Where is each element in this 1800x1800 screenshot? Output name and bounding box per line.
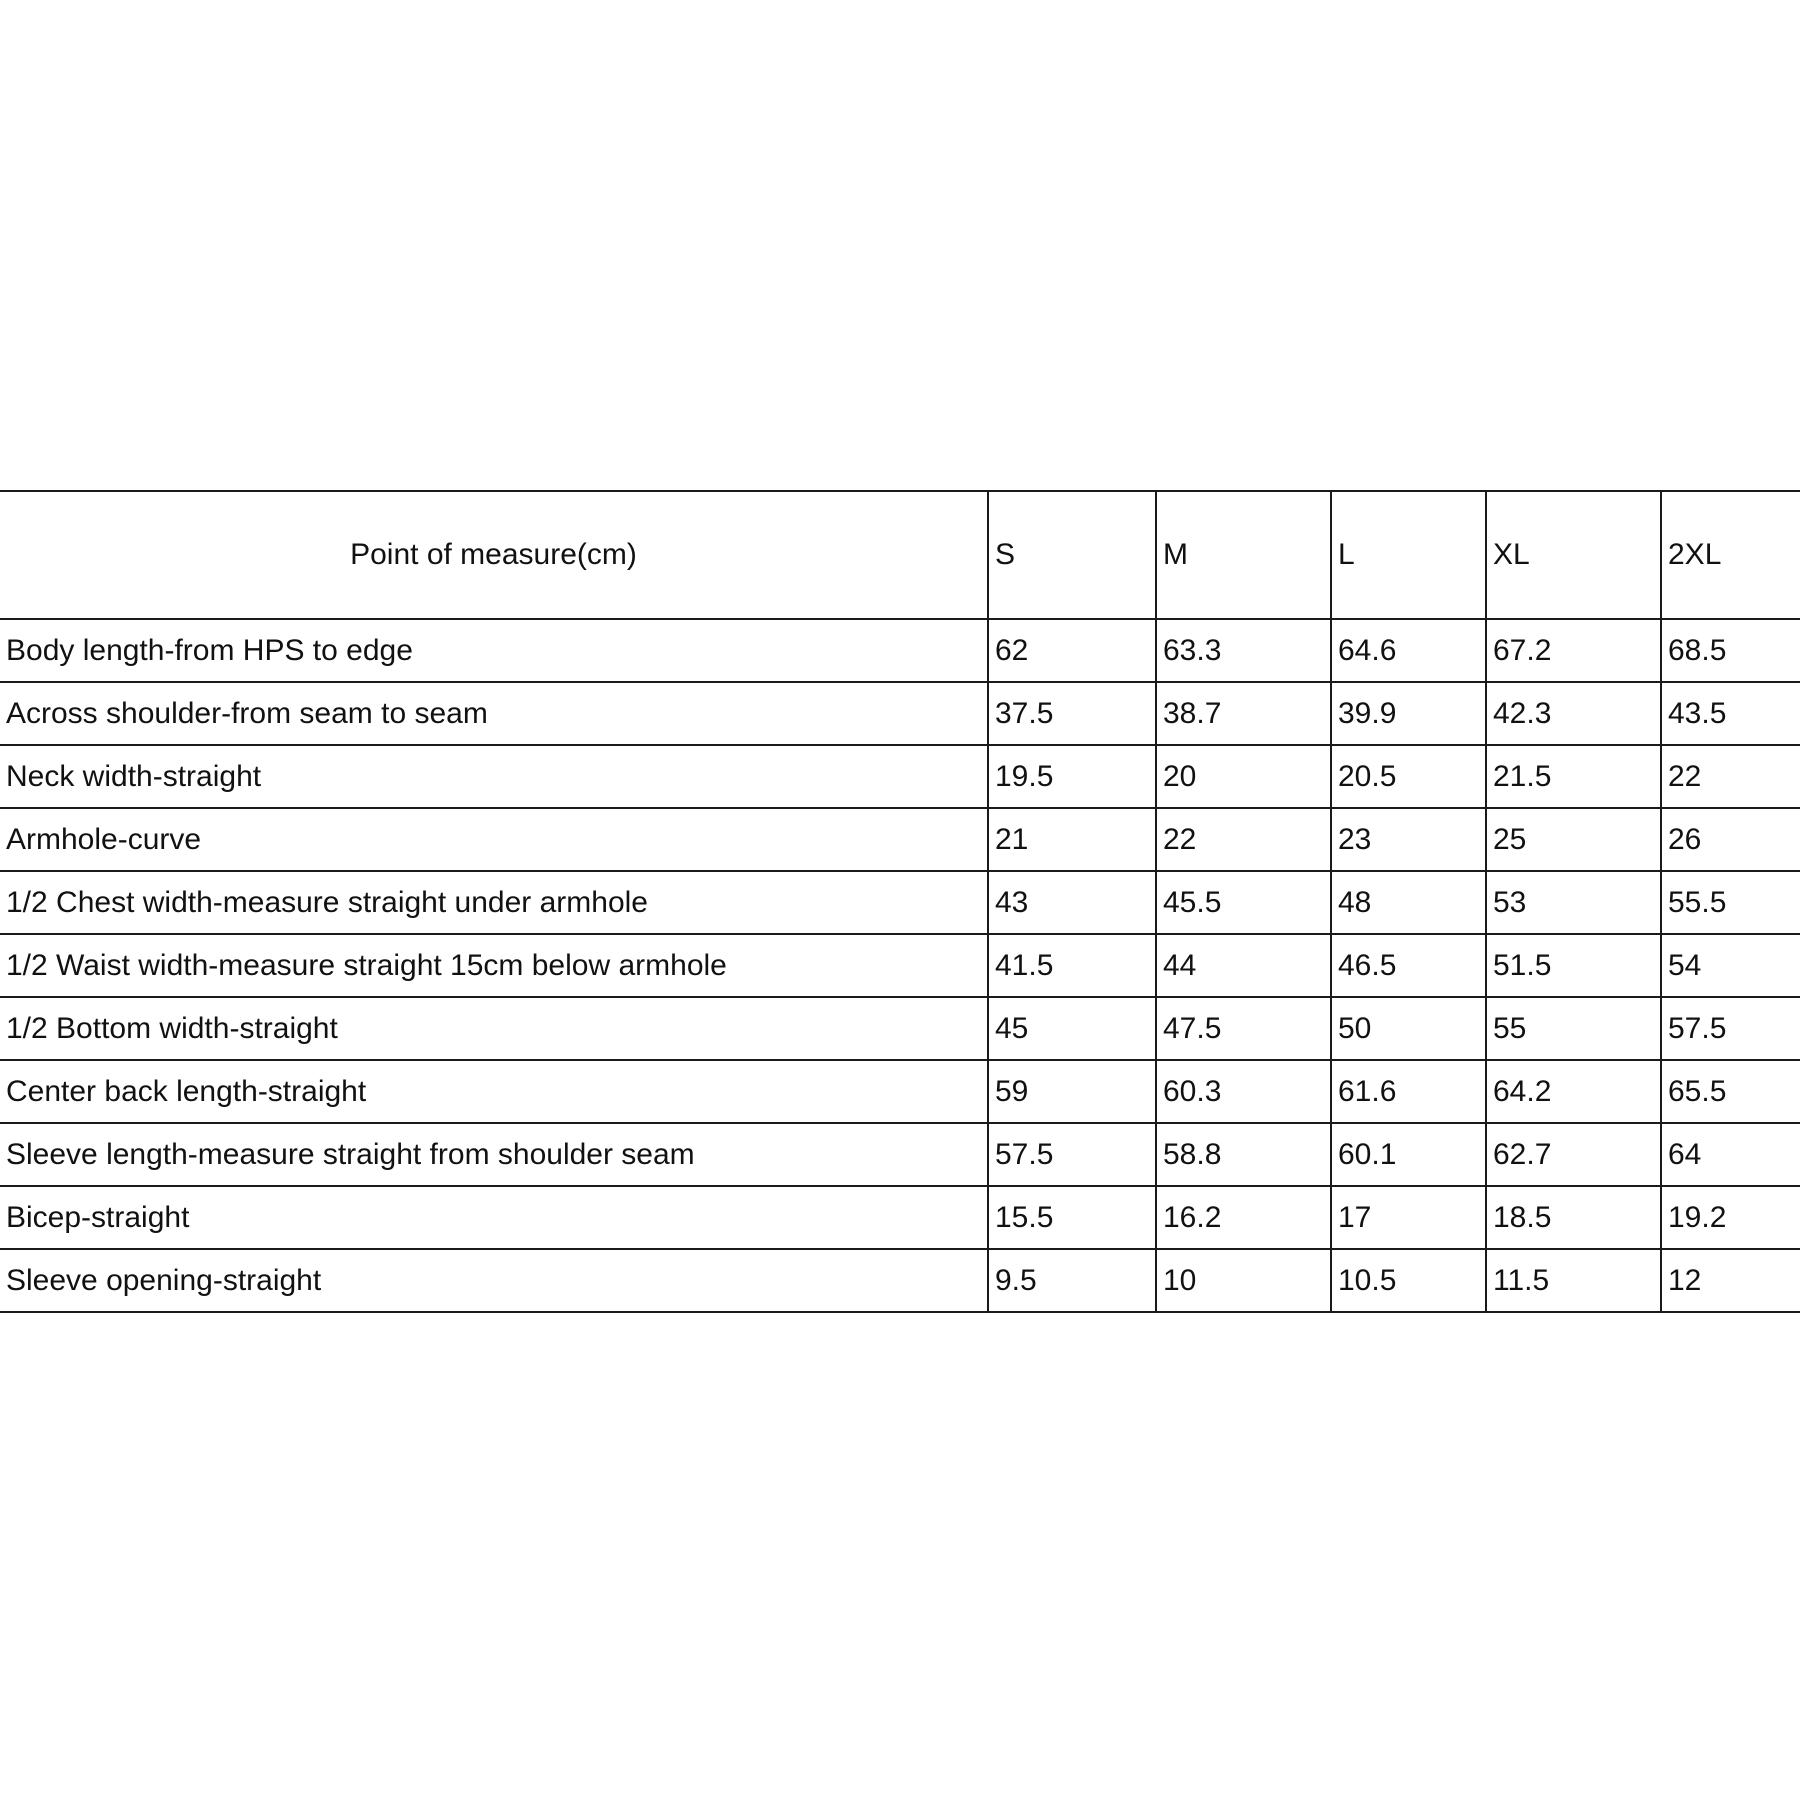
- value-cell: 16.2: [1156, 1186, 1331, 1249]
- value-cell: 55: [1486, 997, 1661, 1060]
- value-cell: 43.5: [1661, 682, 1800, 745]
- value-cell: 9.5: [988, 1249, 1156, 1312]
- table-row: [0, 1186, 1800, 1249]
- size-header-m: M: [1156, 491, 1331, 619]
- measure-label: Center back length-straight: [0, 1060, 988, 1123]
- value-cell: 64: [1661, 1123, 1800, 1186]
- value-cell: 45.5: [1156, 871, 1331, 934]
- table-row: [0, 1060, 1800, 1123]
- value-cell: 68.5: [1661, 619, 1800, 682]
- value-cell: 45: [988, 997, 1156, 1060]
- value-cell: 47.5: [1156, 997, 1331, 1060]
- value-cell: 67.2: [1486, 619, 1661, 682]
- value-cell: 10: [1156, 1249, 1331, 1312]
- value-cell: 57.5: [988, 1123, 1156, 1186]
- value-cell: 57.5: [1661, 997, 1800, 1060]
- value-cell: 22: [1156, 808, 1331, 871]
- table-row: [0, 1123, 1800, 1186]
- value-cell: 63.3: [1156, 619, 1331, 682]
- value-cell: 48: [1331, 871, 1486, 934]
- value-cell: 54: [1661, 934, 1800, 997]
- value-cell: 41.5: [988, 934, 1156, 997]
- size-header-l: L: [1331, 491, 1486, 619]
- value-cell: 21: [988, 808, 1156, 871]
- value-cell: 39.9: [1331, 682, 1486, 745]
- table-row: [0, 997, 1800, 1060]
- measure-label: Body length-from HPS to edge: [0, 619, 988, 682]
- value-cell: 60.3: [1156, 1060, 1331, 1123]
- value-cell: 65.5: [1661, 1060, 1800, 1123]
- value-cell: 26: [1661, 808, 1800, 871]
- value-cell: 10.5: [1331, 1249, 1486, 1312]
- size-header-2xl: 2XL: [1661, 491, 1800, 619]
- value-cell: 22: [1661, 745, 1800, 808]
- value-cell: 50: [1331, 997, 1486, 1060]
- value-cell: 60.1: [1331, 1123, 1486, 1186]
- measure-label: Sleeve length-measure straight from shoulder seam: [0, 1123, 988, 1186]
- value-cell: 64.2: [1486, 1060, 1661, 1123]
- size-header-xl: XL: [1486, 491, 1661, 619]
- value-cell: 44: [1156, 934, 1331, 997]
- value-cell: 15.5: [988, 1186, 1156, 1249]
- point-of-measure-header: Point of measure(cm): [0, 491, 988, 619]
- value-cell: 61.6: [1331, 1060, 1486, 1123]
- value-cell: 62: [988, 619, 1156, 682]
- value-cell: 19.2: [1661, 1186, 1800, 1249]
- table-row: [0, 682, 1800, 745]
- table-row: [0, 871, 1800, 934]
- size-header-s: S: [988, 491, 1156, 619]
- value-cell: 11.5: [1486, 1249, 1661, 1312]
- value-cell: 62.7: [1486, 1123, 1661, 1186]
- size-chart-table: [0, 490, 1800, 1313]
- measure-label: Neck width-straight: [0, 745, 988, 808]
- table-row: [0, 808, 1800, 871]
- value-cell: 59: [988, 1060, 1156, 1123]
- measure-label: 1/2 Chest width-measure straight under armhole: [0, 871, 988, 934]
- value-cell: 55.5: [1661, 871, 1800, 934]
- value-cell: 25: [1486, 808, 1661, 871]
- value-cell: 37.5: [988, 682, 1156, 745]
- value-cell: 43: [988, 871, 1156, 934]
- table-row: [0, 619, 1800, 682]
- value-cell: 53: [1486, 871, 1661, 934]
- value-cell: 64.6: [1331, 619, 1486, 682]
- value-cell: 21.5: [1486, 745, 1661, 808]
- value-cell: 18.5: [1486, 1186, 1661, 1249]
- value-cell: 42.3: [1486, 682, 1661, 745]
- measure-label: Across shoulder-from seam to seam: [0, 682, 988, 745]
- value-cell: 46.5: [1331, 934, 1486, 997]
- measure-label: 1/2 Waist width-measure straight 15cm below armhole: [0, 934, 988, 997]
- value-cell: 51.5: [1486, 934, 1661, 997]
- table-row: [0, 745, 1800, 808]
- value-cell: 20: [1156, 745, 1331, 808]
- header-row: [0, 491, 1800, 619]
- value-cell: 58.8: [1156, 1123, 1331, 1186]
- value-cell: 20.5: [1331, 745, 1486, 808]
- value-cell: 17: [1331, 1186, 1486, 1249]
- measure-label: 1/2 Bottom width-straight: [0, 997, 988, 1060]
- table-row: [0, 1249, 1800, 1312]
- value-cell: 38.7: [1156, 682, 1331, 745]
- measure-label: Armhole-curve: [0, 808, 988, 871]
- measure-label: Sleeve opening-straight: [0, 1249, 988, 1312]
- value-cell: 23: [1331, 808, 1486, 871]
- measure-label: Bicep-straight: [0, 1186, 988, 1249]
- value-cell: 19.5: [988, 745, 1156, 808]
- value-cell: 12: [1661, 1249, 1800, 1312]
- table-row: [0, 934, 1800, 997]
